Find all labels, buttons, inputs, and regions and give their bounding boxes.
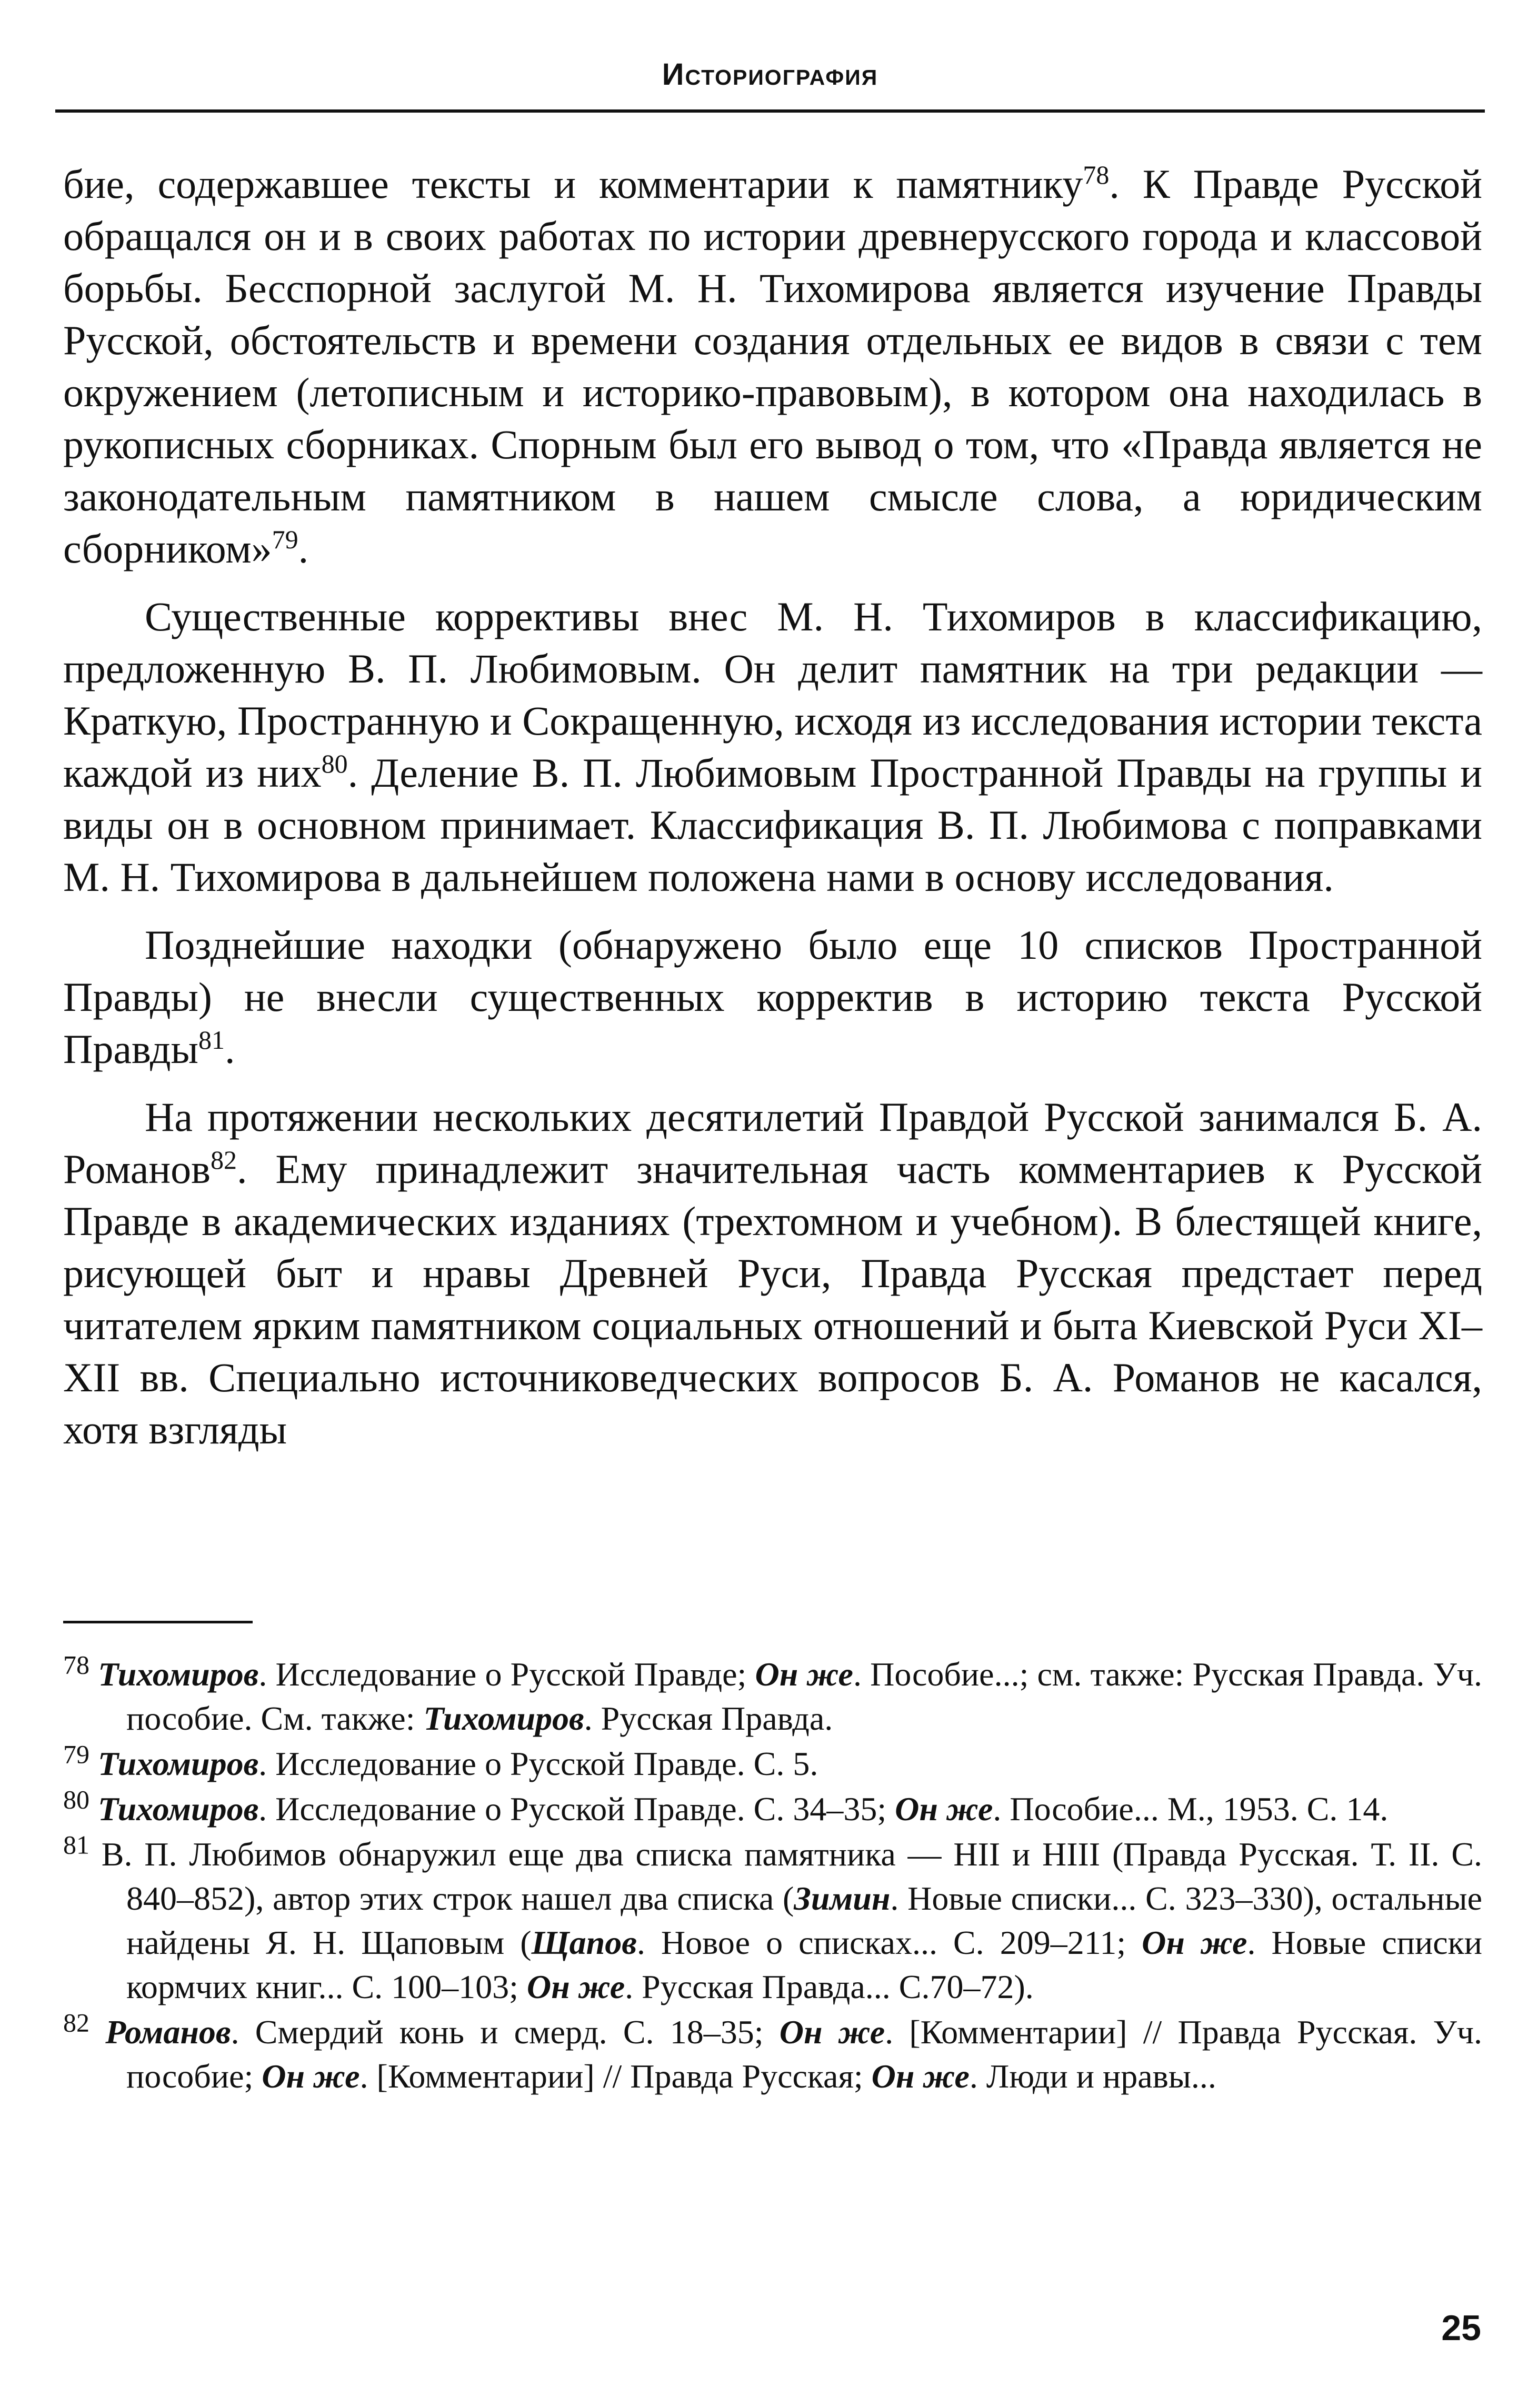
- footnote-number: 81: [63, 1830, 89, 1860]
- footnote-number: 78: [63, 1650, 89, 1680]
- footnote-number: 82: [63, 2008, 89, 2038]
- footnote-separator: [63, 1621, 253, 1623]
- footnote-ref-82[interactable]: 82: [210, 1145, 237, 1175]
- paragraph-1: бие, содержавшее тексты и комментарии к памятнику$^{78}$. К Правде Русской обращался он и в своих работах по истории древнерусского города и классовой борьбы. Бесспорной заслугой М. Н. Тихомирова является изучение Правды Русской, обстоятельств и времени создания отдельных ее видов в связи с тем окружением (летописным и историко-правовым), в котором она находилась в рукописных сборниках. Спорным был его вывод о том, что «Правда является не законодательным памятником в нашем смысле слова, а юридическим сборником»$^{79}$.: [63, 160, 1482, 571]
- paragraph-4: На протяжении нескольких десятилетий Правдой Русской занимался Б. А. Романов$^{82}$. Ему принадлежит значительная часть комментариев к Русской Правде в академических изданиях (трехтомном и учебном). В блестящей книге, рисующей быт и нравы Древней Руси, Правда Русская предстает перед читателем ярким памятником социальных отношений и быта Киевской Руси XI–XII вв. Специально источниковедческих вопросов Б. А. Романов не касался, хотя взгляды: [63, 1094, 1482, 1452]
- footnote-ref-78[interactable]: 78: [1083, 160, 1110, 189]
- footnote-80: $^{80}$ Тихомиров. Исследование о Русской Правде. С. 34–35; Он же. Пособие... М., 1953. С. 14.: [63, 1784, 1389, 1828]
- footnotes: [63, 1652, 1482, 2100]
- header-rule: [55, 109, 1485, 113]
- footnote-number: 79: [63, 1739, 89, 1769]
- footnote-81: $^{81}$ В. П. Любимов обнаружил еще два списка памятника — НII и НIII (Правда Русская. Т. II. С. 840–852), автор этих строк нашел два списка (Зимин. Новые списки... С. 323–330), остальные найдены Я. Н. Щаповым (Щапов. Новое о списках... С. 209–211; Он же. Новые списки кормчих книг... С. 100–103; Он же. Русская Правда... С.70–72).: [63, 1830, 1483, 2005]
- page-number: 25: [1441, 2308, 1481, 2348]
- footnote-ref-80[interactable]: 80: [321, 749, 348, 778]
- footnote-79: $^{79}$ Тихомиров. Исследование о Русской Правде. С. 5.: [63, 1739, 818, 1782]
- paragraph-2: Существенные коррективы внес М. Н. Тихомиров в классификацию, предложенную В. П. Любимовым. Он делит памятник на три редакции — Краткую, Пространную и Сокращенную, исходя из исследования истории текста каждой из них$^{80}$. Деление В. П. Любимовым Пространной Правды на группы и виды он в основном принимает. Классификация В. П. Любимова с поправками М. Н. Тихомирова в дальнейшем положена нами в основу исследования.: [63, 594, 1482, 900]
- footnote-ref-81[interactable]: 81: [198, 1025, 225, 1055]
- footnote-ref-79[interactable]: 79: [272, 525, 298, 554]
- running-header: Историография: [662, 57, 878, 92]
- main-text: [63, 158, 1482, 1471]
- footnote-82: $^{82}$ Романов. Смердий конь и смерд. С. 18–35; Он же. [Комментарии] // Правда Русская. Уч. пособие; Он же. [Комментарии] // Правда Русская; Он же. Люди и нравы...: [63, 2008, 1483, 2095]
- footnote-78: $^{78}$ Тихомиров. Исследование о Русской Правде; Он же. Пособие...; см. также: Русская Правда. Уч. пособие. См. также: Тихомиров. Русская Правда.: [63, 1650, 1483, 1737]
- paragraph-3: Позднейшие находки (обнаружено было еще 10 списков Пространной Правды) не внесли существенных корректив в историю текста Русской Правды$^{81}$.: [63, 922, 1482, 1072]
- footnote-number: 80: [63, 1784, 89, 1814]
